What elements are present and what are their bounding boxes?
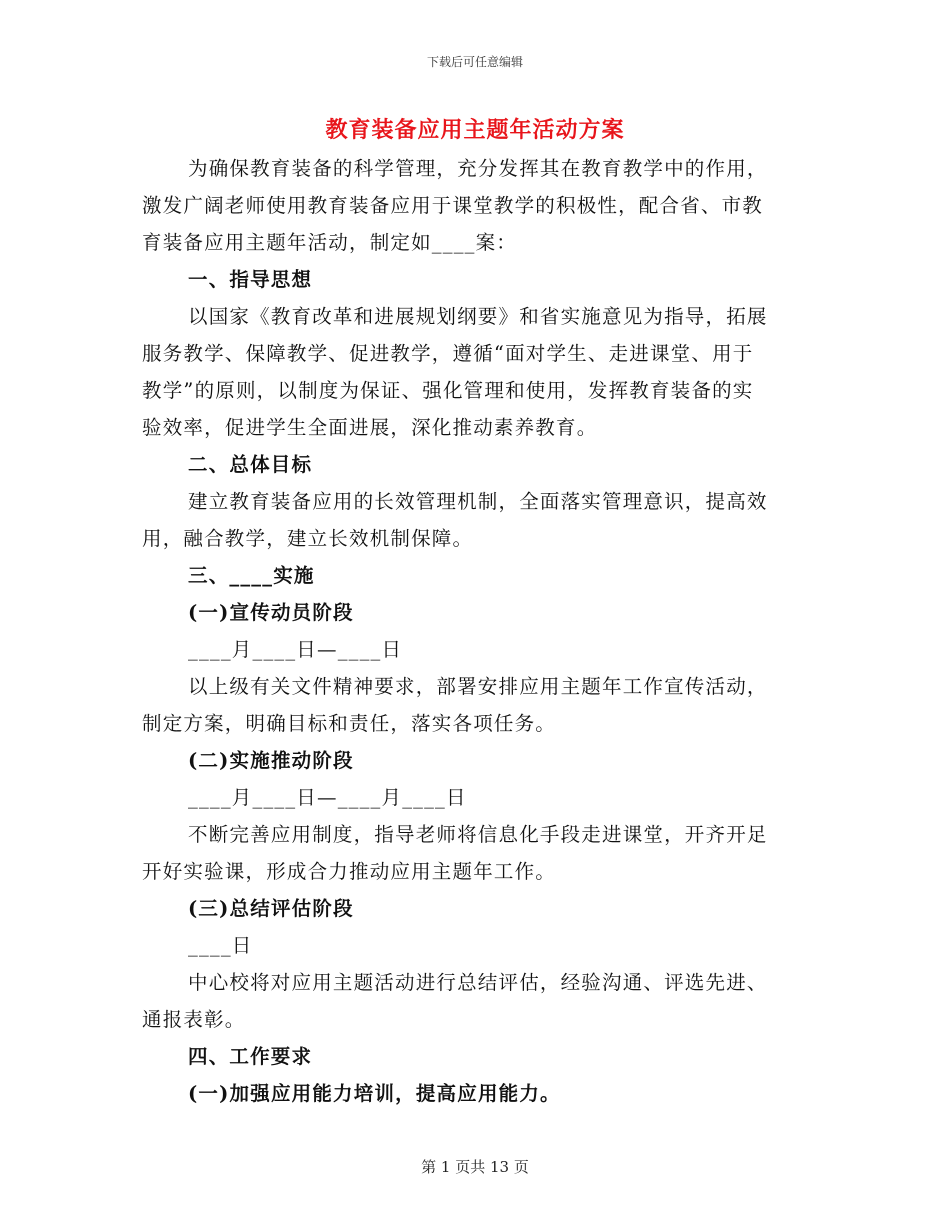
paragraph-line: 激发广阔老师使用教育装备应用于课堂教学的积极性，配合省、市教 bbox=[142, 194, 764, 217]
section-heading: (一)宣传动员阶段 bbox=[188, 601, 354, 624]
section-heading: 二、总体目标 bbox=[188, 453, 313, 476]
paragraph-line: 中心校将对应用主题活动进行总结评估，经验沟通、评选先进、 bbox=[188, 971, 768, 994]
paragraph-line: 不断完善应用制度，指导老师将信息化手段走进课堂，开齐开足 bbox=[188, 823, 768, 846]
section-heading: (二)实施推动阶段 bbox=[188, 749, 354, 772]
paragraph-line: 通报表彰。 bbox=[142, 1008, 246, 1031]
paragraph-line: 为确保教育装备的科学管理，充分发挥其在教育教学中的作用， bbox=[188, 157, 768, 180]
paragraph-line: 制定方案，明确目标和责任，落实各项任务。 bbox=[142, 712, 557, 735]
paragraph-line: 育装备应用主题年活动，制定如____案： bbox=[142, 231, 518, 254]
paragraph-line: ____月____日—____月____日 bbox=[188, 786, 467, 809]
section-heading: 三、____实施 bbox=[188, 564, 315, 587]
page-header: 下载后可任意编辑 bbox=[426, 55, 523, 69]
document-body bbox=[142, 150, 802, 1112]
paragraph-line: 服务教学、保障教学、促进教学，遵循“面对学生、走进课堂、用于 bbox=[142, 342, 754, 365]
paragraph-line: 验效率，促进学生全面进展，深化推动素养教育。 bbox=[142, 416, 598, 439]
paragraph-line: 以上级有关文件精神要求，部署安排应用主题年工作宣传活动， bbox=[188, 675, 768, 698]
document-title: 教育装备应用主题年活动方案 bbox=[325, 117, 625, 143]
paragraph-line: 以国家《教育改革和进展规划纲要》和省实施意见为指导，拓展 bbox=[188, 305, 768, 328]
paragraph-line: 建立教育装备应用的长效管理机制，全面落实管理意识，提高效 bbox=[188, 490, 768, 513]
paragraph-line: 开好实验课，形成合力推动应用主题年工作。 bbox=[142, 860, 557, 883]
section-heading: (三)总结评估阶段 bbox=[188, 897, 354, 920]
paragraph-line: ____月____日—____日 bbox=[188, 638, 403, 661]
paragraph-line: 教学”的原则，以制度为保证、强化管理和使用，发挥教育装备的实 bbox=[142, 379, 754, 402]
section-heading: 一、指导思想 bbox=[188, 268, 313, 291]
page-footer: 第 1 页共 13 页 bbox=[421, 1158, 529, 1176]
section-heading: (一)加强应用能力培训，提高应用能力。 bbox=[188, 1082, 561, 1105]
section-heading: 四、工作要求 bbox=[188, 1045, 313, 1068]
paragraph-line: 用，融合教学，建立长效机制保障。 bbox=[142, 527, 474, 550]
paragraph-line: ____日 bbox=[188, 934, 253, 957]
